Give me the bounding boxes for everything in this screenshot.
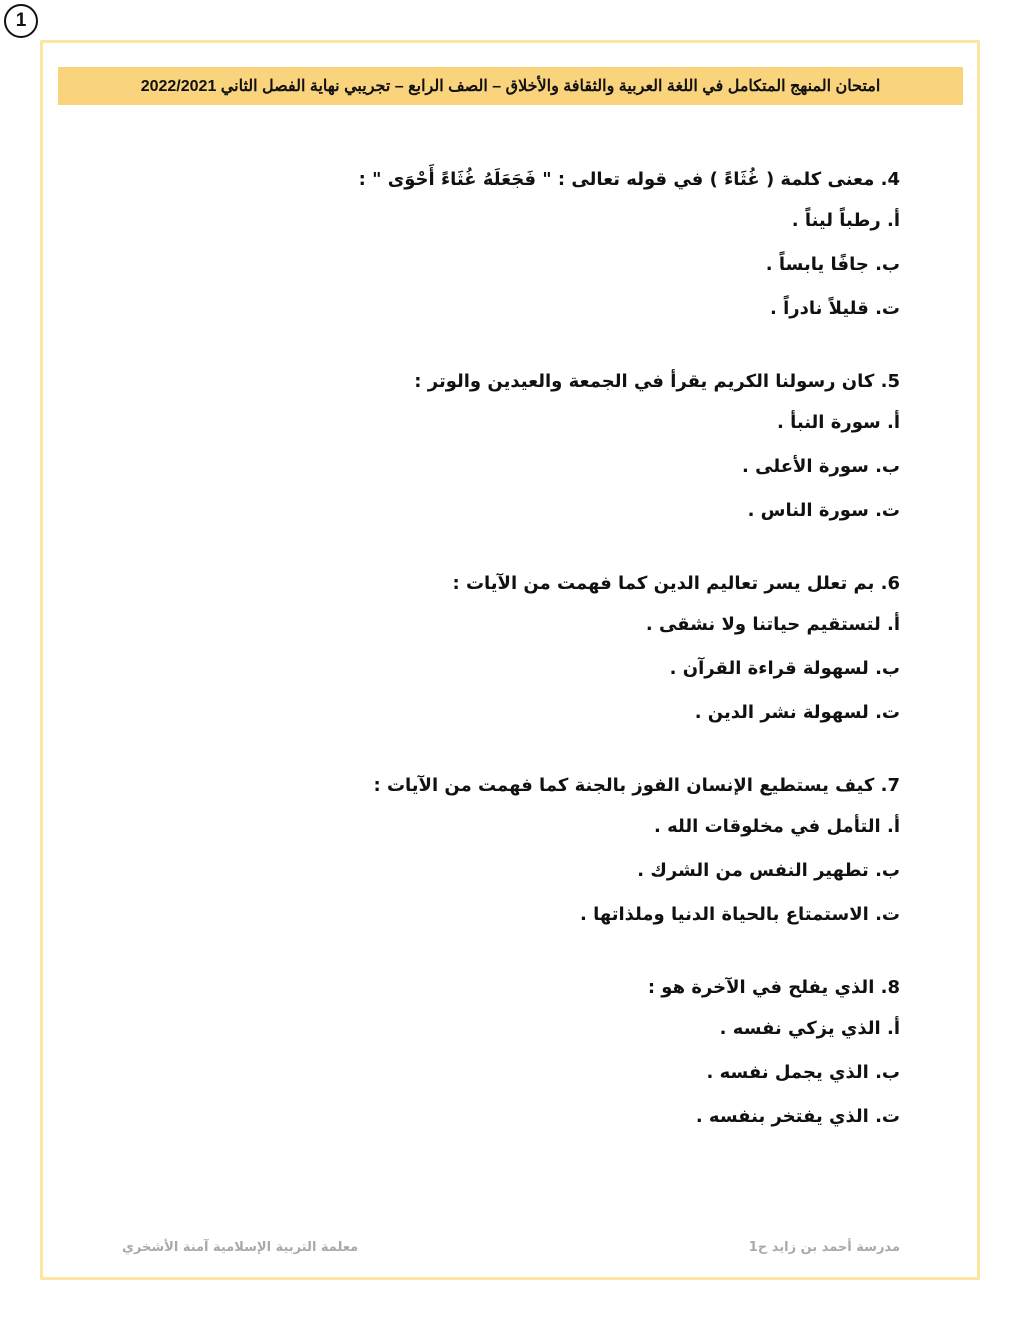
option-b: ب. سورة الأعلى . bbox=[742, 456, 900, 477]
page-number-badge: 1 bbox=[4, 4, 38, 38]
question-text: 6. بم تعلل يسر تعاليم الدين كما فهمت من الآيات : bbox=[452, 573, 900, 594]
option-b: ب. جافًا يابساً . bbox=[765, 254, 900, 275]
option-c: ت. سورة الناس . bbox=[747, 500, 900, 521]
option-b: ب. الذي يجمل نفسه . bbox=[706, 1062, 900, 1083]
question-4 bbox=[110, 160, 900, 334]
exam-title: امتحان المنهج المتكامل في اللغة العربية والثقافة والأخلاق – الصف الرابع – تجريبي نهاية الفصل الثاني 2022/2021 bbox=[140, 78, 881, 95]
footer-teacher-name: معلمة التربية الإسلامية آمنة الأشخري bbox=[122, 1240, 359, 1255]
option-a: أ. التأمل في مخلوقات الله . bbox=[654, 816, 900, 837]
exam-header bbox=[58, 67, 963, 105]
option-a: أ. الذي يزكي نفسه . bbox=[719, 1018, 900, 1039]
option-a: أ. سورة النبأ . bbox=[776, 412, 900, 433]
option-b: ب. لسهولة قراءة القرآن . bbox=[669, 658, 900, 679]
footer-school-name: مدرسة أحمد بن زايد ح1 bbox=[748, 1240, 900, 1255]
option-c: ت. قليلاً نادراً . bbox=[770, 298, 900, 319]
questions-list bbox=[110, 160, 900, 1170]
question-text: 5. كان رسولنا الكريم يقرأ في الجمعة والعيدين والوتر : bbox=[414, 371, 900, 392]
option-a: أ. لتستقيم حياتنا ولا نشقى . bbox=[645, 614, 900, 635]
question-8 bbox=[110, 968, 900, 1142]
option-c: ت. الاستمتاع بالحياة الدنيا وملذاتها . bbox=[579, 904, 900, 925]
option-a: أ. رطباً ليناً . bbox=[791, 210, 900, 231]
question-text: 4. معنى كلمة ( غُثَاءً ) في قوله تعالى : " فَجَعَلَهُ غُثَاءً أَحْوَى " : bbox=[358, 169, 900, 190]
question-text: 7. كيف يستطيع الإنسان الفوز بالجنة كما فهمت من الآيات : bbox=[373, 775, 900, 796]
option-b: ب. تطهير النفس من الشرك . bbox=[637, 860, 900, 881]
option-c: ت. الذي يفتخر بنفسه . bbox=[695, 1106, 900, 1127]
question-text: 8. الذي يفلح في الآخرة هو : bbox=[647, 977, 900, 998]
question-7 bbox=[110, 766, 900, 940]
question-5 bbox=[110, 362, 900, 536]
question-6 bbox=[110, 564, 900, 738]
option-c: ت. لسهولة نشر الدين . bbox=[694, 702, 900, 723]
